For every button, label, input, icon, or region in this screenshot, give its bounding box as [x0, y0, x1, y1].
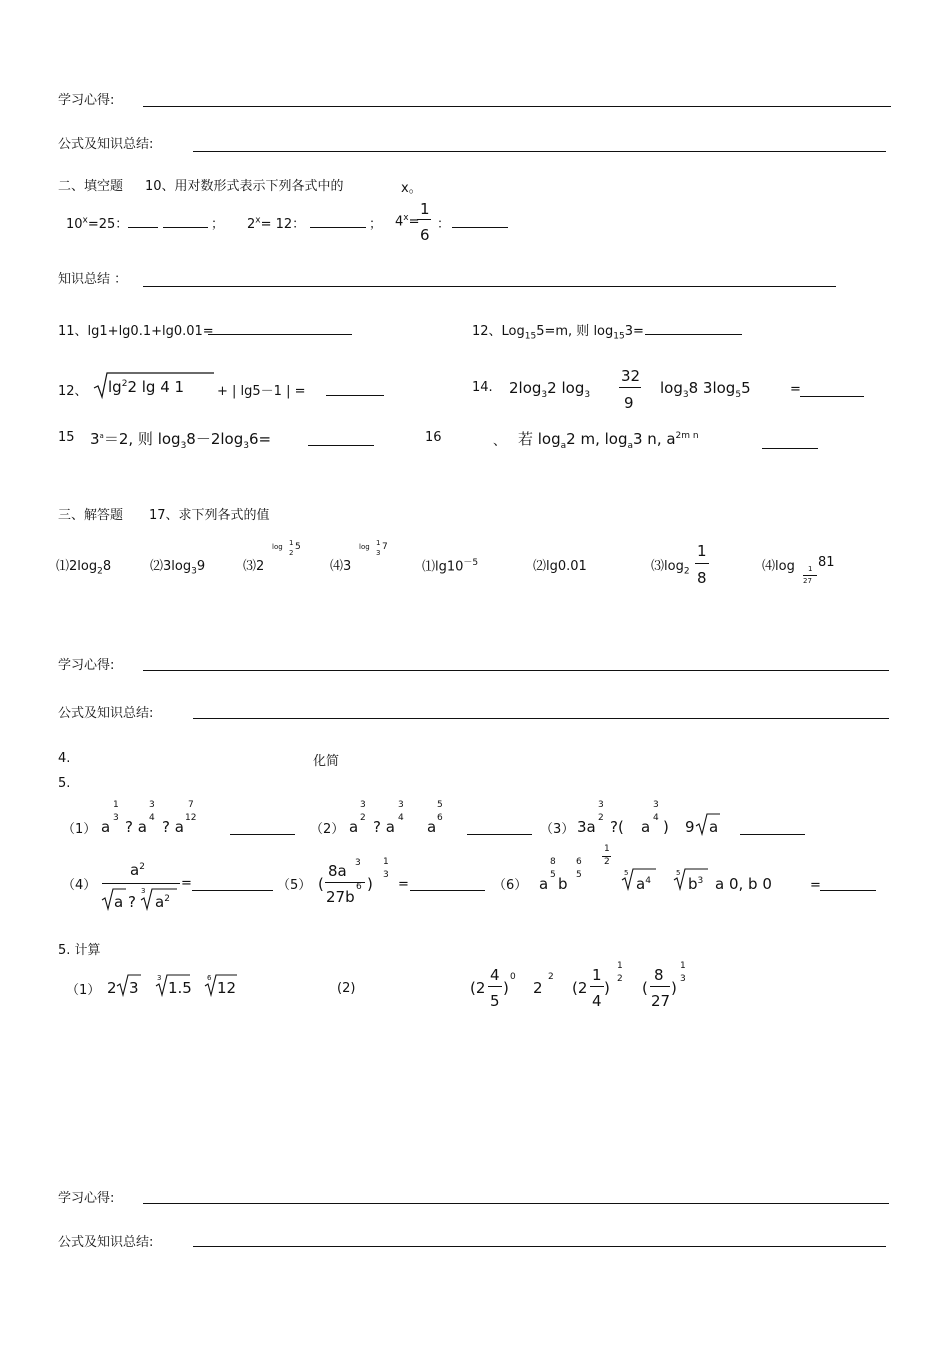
simplify-6-e3-bar — [602, 856, 611, 857]
simplify-4-den-a2: $a^2$ — [155, 893, 170, 911]
simplify-3-e1-num: 3 — [598, 800, 604, 810]
simplify-6-e1-num: 8 — [550, 857, 556, 867]
q10-sep-2: ； — [369, 217, 383, 232]
calc-2-d-exp-den: 3 — [680, 974, 686, 984]
simplify-4-den-a: a — [114, 893, 124, 911]
formula-summary-line-2[interactable] — [193, 718, 889, 719]
q17-item-8: ⑷log — [762, 559, 795, 574]
calc-2-c-open: (2 — [572, 979, 588, 997]
q10-variable: x。 — [401, 181, 422, 196]
q17-item-5: $⑴\lg 10^{-5}$ — [422, 558, 479, 575]
simplify-2-e1-num: 3 — [360, 800, 366, 810]
q17-item-4-exp-num: 1 — [376, 539, 381, 547]
calc-2-c-num: 1 — [592, 966, 602, 984]
simplify-2-a1: a — [349, 818, 359, 836]
q17-prompt: 17、求下列各式的值 — [149, 508, 270, 523]
q17-item-6: ⑵lg0.01 — [533, 559, 587, 574]
simplify-6-e2-num: 6 — [576, 857, 582, 867]
q17-item-1: $⑴2\log_28$ — [56, 559, 112, 577]
calc-1-r1: 3 — [129, 979, 139, 997]
simplify-5-open: ( — [318, 875, 324, 893]
q17-item-4-exp-7: 7 — [382, 542, 388, 552]
q5-number: 5. — [58, 776, 71, 791]
simplify-1-e1-den: 3 — [113, 813, 119, 823]
simplify-3-e2-num: 3 — [653, 800, 659, 810]
q17-item-7-fracbar — [695, 563, 709, 564]
simplify-6-a: a — [539, 875, 549, 893]
simplify-3-label: （3） — [540, 822, 575, 837]
q12b-radicand: $\lg^22$ lg 4 1 — [108, 378, 185, 396]
simplify-6-e2-den: 5 — [576, 870, 582, 880]
calc-2-a-fracbar — [488, 986, 502, 987]
study-notes-label-3: 学习心得: — [58, 1191, 115, 1206]
q11-blank[interactable] — [208, 333, 352, 335]
calc-2-a-num: 4 — [490, 966, 500, 984]
simplify-6-e3-num: 1 — [604, 844, 610, 854]
q10-eq3-colon: ： — [437, 217, 451, 232]
simplify-4-label: （4） — [62, 878, 97, 893]
calc-2-d-den: 27 — [651, 992, 671, 1010]
calc-2-c-den: 4 — [592, 992, 602, 1010]
q14-equals: = — [790, 382, 801, 397]
q17-item-3-exp-log: log — [272, 543, 283, 551]
simplify-2-e3-num: 5 — [437, 800, 443, 810]
q17-item-7-den: 8 — [697, 569, 707, 587]
q10-eq3-den: 6 — [420, 226, 430, 244]
q10-sep-1: ； — [211, 217, 225, 232]
simplify-5-equals: = — [398, 877, 409, 892]
q14-frac-num: 32 — [621, 367, 641, 385]
q10-blank-1b[interactable] — [163, 226, 208, 228]
simplify-1-e1-num: 1 — [113, 800, 119, 810]
q17-item-2: $⑵3\log_39$ — [150, 559, 206, 577]
q11: 11、lg1+lg0.1+lg0.01= — [58, 324, 214, 339]
q12b-blank[interactable] — [326, 394, 384, 396]
q17-item-8-arg: 81 — [818, 555, 835, 570]
calc-2-a-den: 5 — [490, 992, 500, 1010]
q16-blank[interactable] — [762, 447, 818, 449]
simplify-4-blank[interactable] — [192, 889, 273, 891]
simplify-1-a1: a — [101, 818, 111, 836]
calc-2-label: (2) — [337, 981, 356, 996]
calc-2-c-exp-num: 1 — [617, 961, 623, 971]
q17-item-4-exp-log: log — [359, 543, 370, 551]
q10-blank-3[interactable] — [452, 226, 508, 228]
q15-expr: $3^a=2$, 则 $\log_38-2\log_36=$ — [90, 430, 272, 451]
simplify-5-den: 27b — [326, 888, 355, 906]
q17-item-3: ⑶2 — [243, 559, 265, 574]
q17-item-3-exp-num: 1 — [289, 539, 294, 547]
section-3-heading: 三、解答题 — [58, 508, 124, 523]
q14-frac-den: 9 — [624, 394, 634, 412]
simplify-3-a1: 3a — [577, 818, 596, 836]
q10-eq3-fracbar — [417, 219, 431, 220]
simplify-3-a2: ?( — [610, 818, 624, 836]
simplify-3-blank[interactable] — [740, 833, 805, 835]
simplify-1-e3-num: 7 — [188, 800, 194, 810]
q17-item-3-exp-den: 2 — [289, 549, 294, 557]
calc-1-r3: 12 — [217, 979, 237, 997]
simplify-3-radicand: a — [709, 818, 719, 836]
simplify-5-num-sup: 3 — [355, 858, 361, 868]
q17-item-7: $⑶\log_2$ — [651, 559, 690, 577]
calc-2-d-fracbar — [650, 986, 670, 987]
study-notes-line-1[interactable] — [143, 106, 891, 107]
simplify-6-r1-index: 5 — [624, 869, 629, 877]
formula-summary-label-3: 公式及知识总结: — [58, 1235, 154, 1250]
q10-eq3-num: 1 — [420, 200, 430, 218]
calc-2-a-open: (2 — [470, 979, 486, 997]
simplify-3-e2-den: 4 — [653, 813, 659, 823]
formula-summary-line-3[interactable] — [193, 1246, 886, 1247]
formula-summary-line-1[interactable] — [193, 151, 886, 152]
calc-1-r2: 1.5 — [168, 979, 192, 997]
calc-2-c-close: ) — [604, 979, 610, 997]
q16-sep: 、 — [493, 434, 507, 449]
knowledge-summary-label: 知识总结 ： — [58, 272, 128, 287]
calc-1-coef: 2 — [107, 979, 117, 997]
q14-term1: $2\log_32$ $\log_3$ — [509, 379, 591, 400]
calc-1-r2-index: 3 — [157, 974, 162, 982]
calc-2-d-exp-num: 1 — [680, 961, 686, 971]
q15-blank[interactable] — [308, 444, 374, 446]
simplify-6-equals: = — [810, 878, 821, 893]
simplify-6-e1-den: 5 — [550, 870, 556, 880]
q4-title: 化简 — [313, 754, 340, 769]
q17-item-4: ⑷3 — [330, 559, 352, 574]
q14-fracbar — [619, 387, 641, 388]
calc-2-c-fracbar — [590, 986, 604, 987]
q12a-blank[interactable] — [645, 333, 742, 335]
calc-2-c-exp-den: 2 — [617, 974, 623, 984]
q10-prompt: 10、用对数形式表示下列各式中的 — [145, 179, 344, 194]
simplify-6-condition: a 0, b 0 — [715, 875, 772, 893]
calc-title: 5. 计算 — [58, 943, 101, 958]
q12b-number: 12、 — [58, 384, 88, 399]
simplify-6-blank[interactable] — [820, 889, 876, 891]
q14-number: 14. — [472, 380, 493, 395]
q17-item-8-sub-bar — [803, 575, 817, 576]
simplify-6-b: b — [558, 875, 568, 893]
q14-blank[interactable] — [800, 395, 864, 397]
simplify-1-e2-den: 4 — [149, 813, 155, 823]
section-2-heading: 二、填空题 — [58, 179, 124, 194]
q16-number: 16 — [425, 430, 442, 445]
simplify-1-e2-num: 3 — [149, 800, 155, 810]
simplify-6-r2-index: 5 — [676, 869, 681, 877]
simplify-2-e2-den: 4 — [398, 813, 404, 823]
study-notes-line-2[interactable] — [143, 670, 889, 671]
q10-blank-2[interactable] — [310, 226, 366, 228]
q4-number: 4. — [58, 751, 71, 766]
simplify-4-fracbar — [102, 883, 180, 884]
calc-2-d-num: 8 — [654, 966, 664, 984]
simplify-5-label: （5） — [277, 878, 312, 893]
q14-term2: $\log_38$ $3\log_55$ — [660, 379, 751, 400]
simplify-2-label: （2） — [310, 822, 345, 837]
study-notes-label-1: 学习心得: — [58, 93, 115, 108]
q12a: 12、Log$_{15}$5=m, 则 $\log_{15}3=$ — [472, 324, 644, 342]
q16-expr: 若 $\log_a2$ m, $\log_a3$ n, $a^{2m n}$ — [518, 430, 699, 451]
simplify-1-e3-den: 12 — [185, 813, 197, 823]
simplify-5-num: 8a — [328, 862, 347, 880]
q17-item-4-exp-den: 3 — [376, 549, 381, 557]
simplify-2-e3-den: 6 — [437, 813, 443, 823]
simplify-6-r1: $a^4$ — [636, 875, 651, 893]
simplify-5-close: ) — [367, 875, 373, 893]
simplify-4-den-dot: ? — [128, 893, 136, 911]
study-notes-label-2: 学习心得: — [58, 658, 115, 673]
simplify-3-e1-den: 2 — [598, 813, 604, 823]
simplify-2-e1-den: 2 — [360, 813, 366, 823]
calc-2-b-sup: 2 — [548, 972, 554, 982]
simplify-5-blank[interactable] — [410, 889, 485, 891]
simplify-1-blank[interactable] — [230, 833, 295, 835]
simplify-2-a2: ? a — [373, 818, 395, 836]
q15-number: 15 — [58, 430, 75, 445]
calc-2-a-close: ) — [503, 979, 509, 997]
calc-2-a-sup: 0 — [510, 972, 516, 982]
simplify-6-e3-den: 2 — [604, 857, 610, 867]
simplify-4-num: $a^2$ — [130, 861, 145, 879]
study-notes-line-3[interactable] — [143, 1203, 889, 1204]
simplify-4-den-index: 3 — [141, 887, 146, 895]
q17-item-7-num: 1 — [697, 542, 707, 560]
simplify-3-close: ) — [663, 818, 669, 836]
simplify-1-a3: ? a — [162, 818, 184, 836]
calc-2-d-close: ) — [671, 979, 677, 997]
simplify-2-blank[interactable] — [467, 833, 532, 835]
formula-summary-label-1: 公式及知识总结: — [58, 137, 154, 152]
knowledge-summary-line[interactable] — [143, 286, 836, 287]
simplify-2-a3: a — [427, 818, 437, 836]
q10-eq1: $10^x=25$： — [66, 215, 129, 232]
q17-item-8-sub-den: 27 — [803, 577, 812, 585]
simplify-6-r2: $b^3$ — [688, 875, 704, 893]
q10-eq2: $2^x= 12$： — [247, 215, 306, 232]
formula-summary-label-2: 公式及知识总结: — [58, 706, 154, 721]
q12b-tail: + | lg5－1 | = — [217, 384, 306, 399]
simplify-6-label: （6） — [493, 878, 528, 893]
simplify-3-a3: a — [641, 818, 651, 836]
simplify-5-exp-num: 1 — [383, 857, 389, 867]
simplify-5-den-sup: 6 — [356, 882, 362, 892]
simplify-4-equals: = — [181, 876, 192, 891]
q17-item-8-sub-num: 1 — [808, 565, 813, 573]
q10-blank-1a[interactable] — [128, 226, 158, 228]
calc-2-d-open: ( — [642, 979, 648, 997]
calc-2-b: 2 — [533, 979, 543, 997]
simplify-2-e2-num: 3 — [398, 800, 404, 810]
simplify-1-a2: ? a — [125, 818, 147, 836]
calc-1-r3-index: 6 — [207, 974, 212, 982]
simplify-5-exp-den: 3 — [383, 870, 389, 880]
simplify-3-coef: 9 — [685, 818, 695, 836]
q17-item-3-exp-5: 5 — [295, 542, 301, 552]
simplify-1-label: （1） — [62, 822, 97, 837]
calc-1-label: （1） — [66, 983, 101, 998]
q10-eq3: $4^x=$ — [395, 213, 420, 230]
